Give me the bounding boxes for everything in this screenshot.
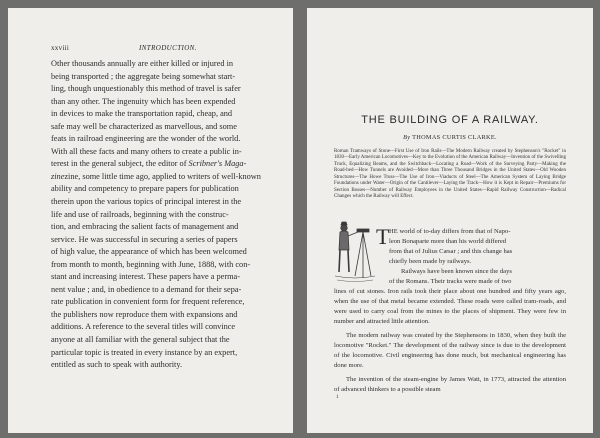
right-body-text xyxy=(334,224,566,401)
text-fragment: zine, some little time ago, applied to writers of well-known xyxy=(64,171,261,181)
text-line: therein upon the various topics of principal interest in the xyxy=(51,197,242,207)
text-line: additions. A reference to the several titles will convince xyxy=(51,322,236,332)
text-line: ling, though unquestionably this method of travel is safer xyxy=(51,84,241,94)
text-line: tion, and embracing the salient facts of management and xyxy=(51,222,239,232)
intro-line: from that of Julius Cæsar ; and this change has xyxy=(389,248,513,255)
text-line: in devices to make the transportation rapid, cheap, and xyxy=(51,109,233,119)
left-body-text xyxy=(51,58,265,372)
text-line: entitled as such to speak with authority. xyxy=(51,360,183,370)
intro-line: chiefly been made by railways. xyxy=(389,258,472,265)
text-line: ability and competency to prepare papers for publication xyxy=(51,184,239,194)
intro-line: leon Bonaparte more than his world differed xyxy=(389,238,507,245)
paragraph-start: Railways have been known since the days xyxy=(401,268,512,275)
text-line: from month to month, beginning with June, 1888, with con- xyxy=(51,259,251,269)
paragraph-line: of the Romans. Their tracks were made of two xyxy=(389,278,512,285)
text-line: nent value ; and, in obedience to a demand for their sepa- xyxy=(51,284,242,294)
paragraph: The invention of the steam-engine by James Watt, in 1773, attracted the attention of advanced thinkers to a possible steam xyxy=(334,376,566,393)
text-line: With all these facts and many others to create a public in- xyxy=(51,146,242,156)
text-line: life and use of railroads, beginning with the construc- xyxy=(51,209,229,219)
page-number: xxviii xyxy=(51,44,70,52)
paragraph: lines of cut stones. Iron rails took their place about one hundred and fifty years ago, when the use of that metal became extended. These roads were called tram-roads, and were used to carry coal from the mines to the places of shipment. They were few in number and attracted little attention. xyxy=(334,288,566,325)
article-title: THE BUILDING OF A RAILWAY. xyxy=(361,114,539,126)
text-line xyxy=(51,171,265,184)
text-line: service. He was successful in securing a series of papers xyxy=(51,234,238,244)
drop-cap: T xyxy=(376,224,390,249)
text-line: anyone at all familiar with the general subject that the xyxy=(51,335,230,345)
author-name: THOMAS CURTIS CLARKE. xyxy=(412,134,497,141)
text-line: feats in railroad engineering are the wonder of the world. xyxy=(51,134,241,144)
magazine-name: Scribner's Maga- xyxy=(188,159,247,169)
text-line: being transported ; the aggregate being somewhat start- xyxy=(51,71,236,81)
text-line xyxy=(51,158,265,171)
text-line: stant and increasing interest. These papers have a perma- xyxy=(51,272,240,282)
magazine-name-end: zine xyxy=(51,171,65,181)
text-fragment: terest in the general subject, the editor of xyxy=(51,159,189,169)
right-page xyxy=(307,8,593,433)
text-line: particular topic is treated in every instance by an expert, xyxy=(51,347,238,357)
text-line: rate publication in convenient form for frequent reference, xyxy=(51,297,245,307)
text-line: Other thousands annually are either killed or injured in xyxy=(51,59,234,68)
intro-line: HE world of to-day differs from that of Napo- xyxy=(389,228,511,235)
text-line: the publishers now reproduce them with expansions and xyxy=(51,309,238,319)
running-title: INTRODUCTION. xyxy=(139,44,197,52)
footer-mark: 1 xyxy=(336,395,339,400)
text-line: safe may well be characterized as marvellous, and some xyxy=(51,121,237,131)
running-head xyxy=(51,44,263,54)
byline-prefix: By xyxy=(403,134,411,141)
left-page xyxy=(8,8,293,433)
paragraph: The modern railway was created by the Stephensons in 1830, when they built the locomotive "Rocket." The development of the railway since is due to the development of the locomotive. Civil engineering has done much, but mechanical engineering has done more. xyxy=(334,332,566,369)
text-line: of high value, the appearance of which has been welcomed xyxy=(51,247,247,257)
text-line: than any other. The ingenuity which has been expended xyxy=(51,96,236,106)
byline xyxy=(307,134,593,141)
chapter-summary: Roman Tramways of Stone—First Use of Iron Rails—The Modern Railway created by Stephenson's "Rocket" in 1830—Early American Locomotives—Key to the Evolution of the American Railway—Invention of the Swivelling Truck, Equalizing Beams, and the Switchback—Locating a Road—Work of the Surveying Party—Making the Road-bed—How Tunnels are Avoided—More than Three Thousand Bridges in the United States—Old Wooden Structures—The Howe Truss—The Use of Iron—Viaducts of Steel—The American System of Laying Bridge Foundations under Water—Origin of the Cantilever—Laying the Track—How it is Kept in Repair—Premiums for Section Bosses—Number of Railway Employees in the United States—Rapid Railway Construction—Radical Changes which the Railway will Effect. xyxy=(334,149,566,200)
